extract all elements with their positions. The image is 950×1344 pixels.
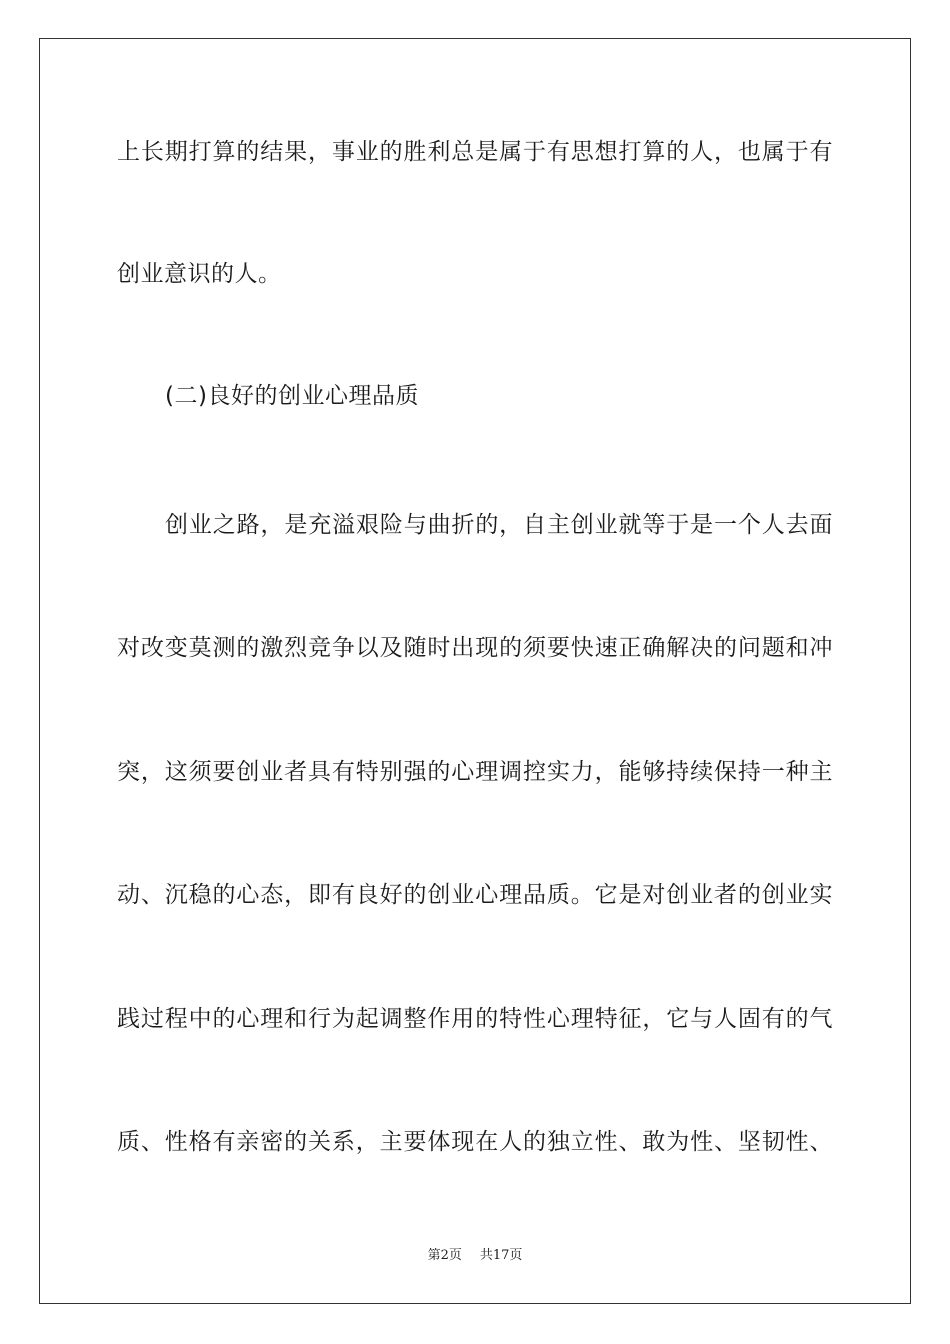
paragraph-line: 质、性格有亲密的关系，主要体现在人的独立性、敢为性、坚韧性、 <box>117 1129 833 1155</box>
page-total: 共17页 <box>479 1248 523 1263</box>
paragraph-line: 创业之路，是充溢艰险与曲折的，自主创业就等于是一个人去面 <box>165 512 833 538</box>
page-border <box>39 38 911 1304</box>
paragraph-line: 对改变莫测的激烈竞争以及随时出现的须要快速正确解决的问题和冲 <box>117 635 833 661</box>
page-footer <box>0 1247 950 1265</box>
paragraph-line: 动、沉稳的心态，即有良好的创业心理品质。它是对创业者的创业实 <box>117 882 833 908</box>
paragraph-line: 上长期打算的结果，事业的胜利总是属于有思想打算的人，也属于有 <box>117 139 833 165</box>
section-heading: (二)良好的创业心理品质 <box>165 383 419 409</box>
paragraph-line: 突，这须要创业者具有特别强的心理调控实力，能够持续保持一种主 <box>117 759 833 785</box>
page-number: 第2页 <box>427 1248 462 1263</box>
paragraph-line: 创业意识的人。 <box>117 261 282 287</box>
paragraph-line: 践过程中的心理和行为起调整作用的特性心理特征，它与人固有的气 <box>117 1006 833 1032</box>
